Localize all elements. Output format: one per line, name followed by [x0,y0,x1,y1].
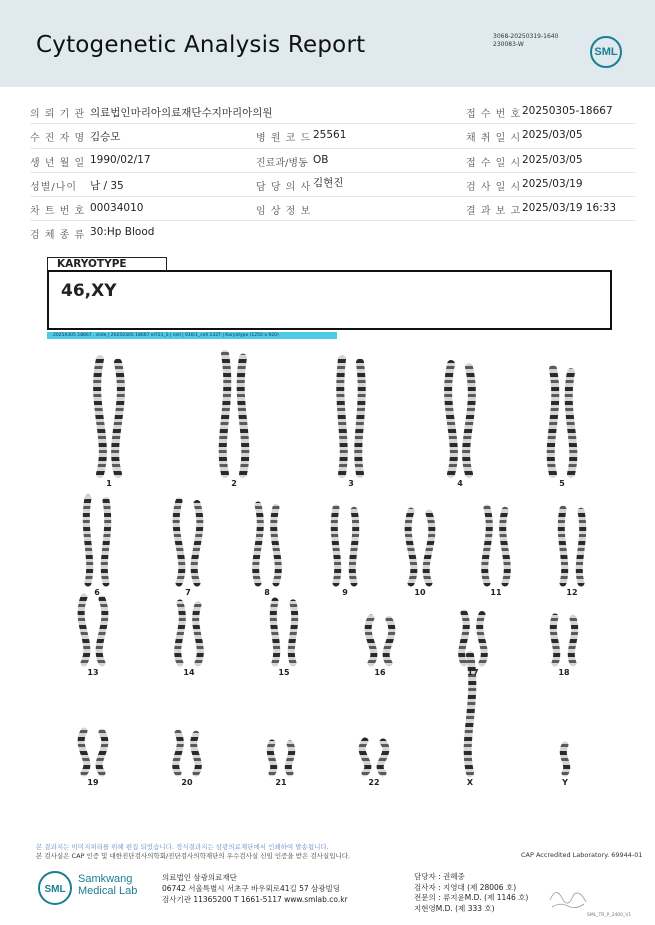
document-version: SML_TR_P_2400_V1 [587,913,632,918]
company-name-line2: Medical Lab [78,885,138,897]
chromosome-label-4: 4 [457,479,463,488]
samkwang-logo-icon [36,869,74,907]
chromosome-pair-21 [270,743,291,773]
chromosome-pair-y [563,745,566,773]
staff-contact: 담당자 : 권혜중 [414,872,465,881]
chromosome-layer [81,354,583,773]
info-row [30,100,636,124]
chromosome-pair-14 [178,603,201,663]
chart-no-label: 차 트 번 호 [30,206,86,218]
specimen-label: 검 체 종 류 [30,230,86,242]
chromosome-pair-19 [81,731,105,773]
report-title: Cytogenetic Analysis Report [36,32,366,58]
report-code-line1: 3068-20250319-1640 [493,33,559,40]
company-name-en [78,873,137,897]
receipt-no-label: 접 수 번 호 [466,109,522,120]
result-date-value: 2025/03/19 16:33 [522,202,617,215]
company-name-ko: 의료법인 삼광의료재단 [162,873,237,882]
chromosome-label-16: 16 [374,668,386,677]
result-date-label: 결 과 보 고 [466,206,522,218]
karyotype-box [47,270,612,330]
chromosome-pair-3 [340,359,361,474]
exam-date-value: 2025/03/19 [522,177,583,190]
footer-note-edited: 본 결과지는 이미지처리를 위해 편집 되었습니다. 정식결과지는 삼광의료재단에서 인쇄하여 발송됩니다. [36,843,329,851]
chromosome-pair-9 [334,508,355,583]
info-row [30,124,636,148]
signature-icon [548,880,588,910]
company-address-block [162,872,348,905]
requester-value: 의료법인마리아의료재단수지마리아의원 [90,107,273,119]
chromosome-pair-20 [176,733,199,773]
dob-value: 1990/02/17 [90,153,151,166]
patient-label: 수 진 자 명 [30,133,86,145]
chromosome-label-5: 5 [559,479,565,488]
sex-age-label: 성별/나이 [30,181,78,193]
chart-no-value: 00034010 [90,202,144,215]
doctor-label: 담 당 의 사 [256,181,312,193]
chromosome-label-10: 10 [414,588,426,597]
chromosome-label-12: 12 [566,588,578,597]
chromosome-label-11: 11 [490,588,502,597]
sml-logo-icon [590,36,622,68]
receipt-date-value: 2025/03/05 [522,153,583,166]
karyotype-tab: KARYOTYPE [47,257,167,270]
chromosome-pair-11 [485,508,508,583]
chromosome-pair-6 [86,498,107,583]
clinical-label: 임 상 정 보 [256,206,312,218]
collection-date-label: 채 취 일 시 [466,133,522,145]
chromosome-label-1: 1 [106,479,112,488]
karyogram-caption: 20250305 18667 . slide | 20250305 18667 el721_S | cell | 016/1_cell 1327 | Karyotype (1250 x 920) [47,332,337,339]
company-phone: 검사기관 11365200 T 1661-5117 www.smlab.co.kr [162,895,348,904]
doctor-value: 김현진 [313,176,344,189]
chromosome-label-17: 17 [467,668,479,677]
chromosome-label-x: X [466,778,474,787]
chromosome-pair-8 [256,505,279,583]
staff-block [414,872,528,914]
staff-specialist2: 지현영M.D. (제 333 호) [414,903,495,913]
patient-info-table [30,100,636,245]
chromosome-pair-16 [368,618,392,663]
chromosome-pair-7 [176,501,200,583]
receipt-no-value: 20250305-18667 [522,105,613,117]
info-row [30,173,636,197]
chromosome-pair-13 [81,597,105,663]
chromosome-label-2: 2 [231,479,237,488]
receipt-date-label: 접 수 일 시 [466,157,522,169]
chromosome-label-19: 19 [87,778,99,787]
chromosome-label-14: 14 [183,668,195,677]
requester-label: 의 뢰 기 관 [30,109,86,120]
exam-date-label: 검 사 일 시 [466,181,522,193]
chromosome-label-9: 9 [342,588,348,597]
chromosome-pair-18 [553,617,574,663]
chromosome-label-15: 15 [278,668,290,677]
report-code [493,33,558,49]
company-address: 06742 서울특별시 서초구 바우뫼로41길 57 삼광빌딩 [162,884,341,893]
karyogram-image [0,345,655,795]
dept-label: 진료과/병동 [256,157,308,169]
info-row [30,221,636,244]
chromosome-label-3: 3 [348,479,354,488]
svg-text:SML: SML [44,884,66,895]
report-code-line2: 230083-W [493,41,524,48]
chromosome-label-13: 13 [87,668,99,677]
info-row [30,197,636,221]
chromosome-label-18: 18 [558,668,570,677]
chromosome-pair-5 [551,369,574,474]
sex-age-value: 남 / 35 [90,179,124,192]
chromosome-label-6: 6 [94,588,100,597]
staff-specialist1: 전문의 : 류지윤M.D. (제 1146 호) [414,893,529,902]
chromosome-label-22: 22 [368,778,380,787]
chromosome-pair-2 [223,354,246,474]
chromosome-label-21: 21 [275,778,287,787]
footer-note-cap: 본 검사실은 CAP 인증 및 대한진단검사의학회/진단검사의학재단의 우수검사실 신임 인증을 받은 검사실입니다. [36,852,351,860]
logo-text: SML [594,46,618,58]
chromosome-pair-22 [362,741,386,773]
hospital-code-label: 병 원 코 드 [256,133,312,145]
karyotype-value: 46,XY [61,281,117,301]
chromosome-label-8: 8 [264,588,270,597]
dept-value: OB [313,153,329,166]
cap-accreditation: CAP Accredited Laboratory. 69944-01 [521,851,643,859]
chromosome-pair-4 [448,364,472,474]
specimen-value: 30:Hp Blood [90,226,155,239]
chromosome-label-20: 20 [181,778,193,787]
chromosome-label-7: 7 [185,588,191,597]
chromosome-pair-10 [408,511,432,583]
collection-date-value: 2025/03/05 [522,129,583,142]
patient-value: 김승모 [90,131,121,144]
dob-label: 생 년 월 일 [30,157,86,169]
chromosome-label-y: Y [562,778,568,787]
staff-tester: 검사자 : 지영대 (제 28006 호) [414,882,517,892]
report-header [0,0,655,87]
info-row [30,149,636,173]
chromosome-pair-15 [273,601,294,663]
hospital-code-value: 25561 [313,129,347,142]
company-name-line1: Samkwang [78,873,133,885]
chromosome-pair-1 [97,359,121,474]
chromosome-pair-12 [561,509,582,583]
